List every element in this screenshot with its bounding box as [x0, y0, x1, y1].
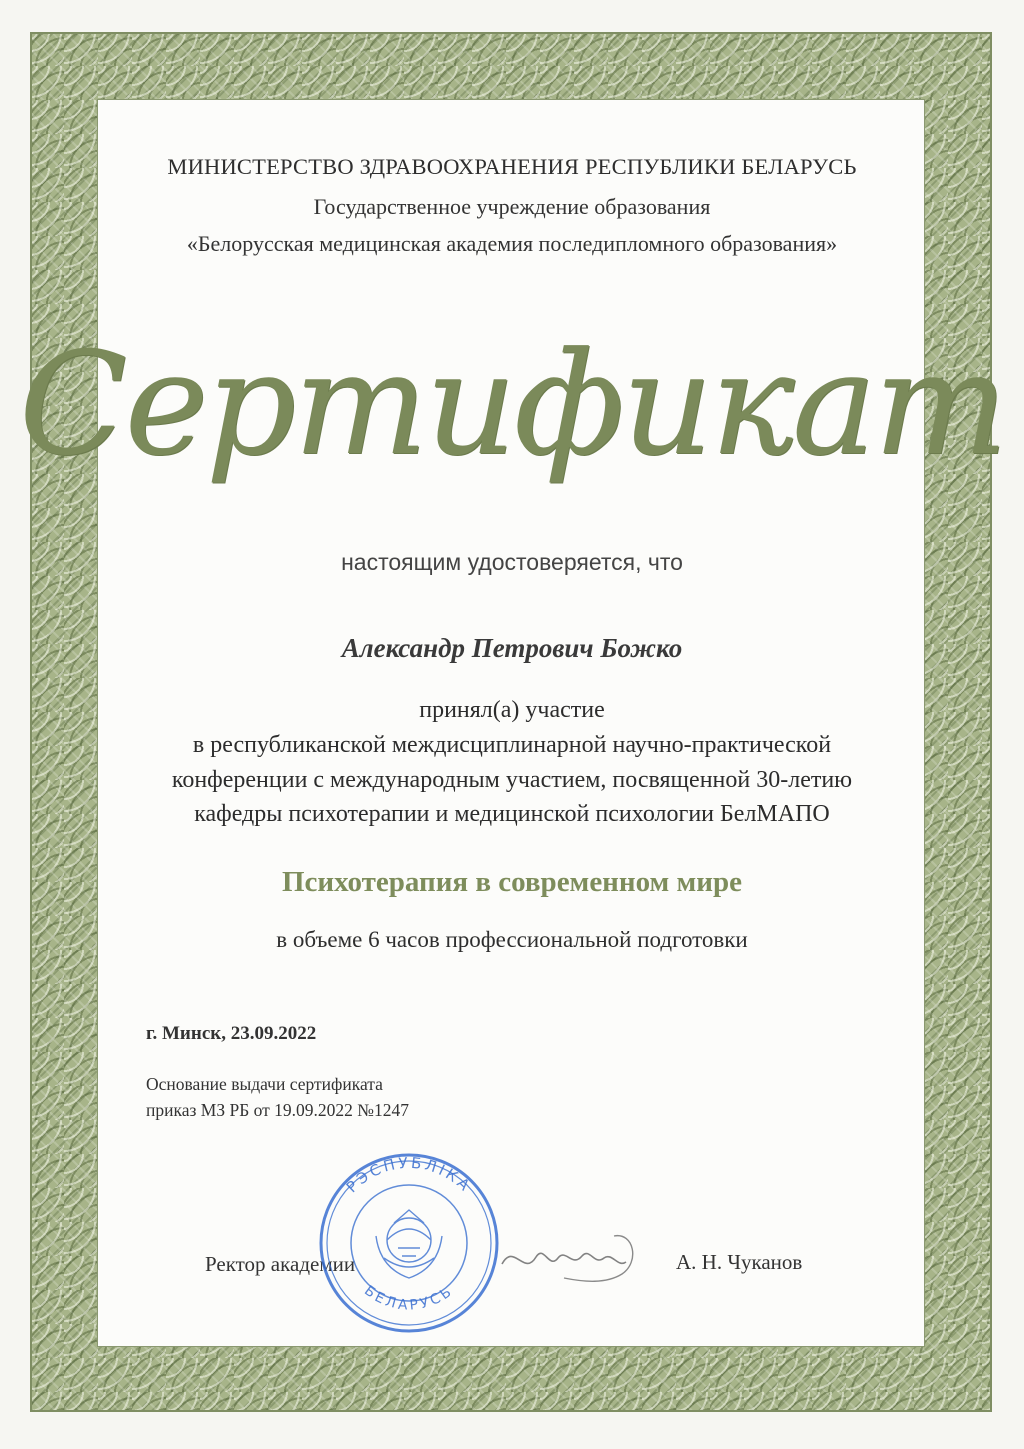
svg-text:РЭСПУБЛІКА — [343, 1154, 476, 1196]
conference-description-line-3: кафедры психотерапии и медицинской психологии БелМАПО — [194, 801, 830, 827]
rector-signature — [494, 1222, 644, 1292]
institution-line: Государственное учреждение образования — [313, 194, 711, 219]
training-volume: в объеме 6 часов профессиональной подготовки — [276, 927, 748, 952]
conference-description-line-2: конференции с международным участием, посвященной 30-летию — [171, 767, 853, 793]
place-and-date: г. Минск, 23.09.2022 — [146, 1023, 317, 1044]
academy-name: «Белорусская медицинская академия последипломного образования» — [186, 231, 838, 256]
certificate-title: Сертификат — [18, 322, 1006, 487]
certifies-line: настоящим удостоверяется, что — [341, 549, 683, 575]
seal-text-top: РЭСПУБЛІКА — [342, 1153, 476, 1197]
conference-description-line-1: в республиканской междисциплинарной научно-практической — [192, 732, 832, 758]
basis-label: Основание выдачи сертификата — [146, 1074, 383, 1094]
participation-line: принял(а) участие — [419, 697, 605, 723]
official-seal — [314, 1148, 504, 1338]
svg-text:БЕЛАРУСЬ — [361, 1283, 457, 1314]
conference-title: Психотерапия в современном мире — [281, 866, 743, 898]
signatory-name: А. Н. Чуканов — [676, 1250, 803, 1274]
basis-order: приказ МЗ РБ от 19.09.2022 №1247 — [146, 1100, 409, 1120]
signatory-title: Ректор академии — [205, 1252, 356, 1276]
emblem-icon — [376, 1210, 442, 1278]
ministry-heading: МИНИСТЕРСТВО ЗДРАВООХРАНЕНИЯ РЕСПУБЛИКИ БЕЛАРУСЬ — [167, 154, 857, 179]
seal-text-bottom: БЕЛАРУСЬ — [361, 1282, 457, 1314]
recipient-name: Александр Петрович Божко — [341, 633, 683, 663]
